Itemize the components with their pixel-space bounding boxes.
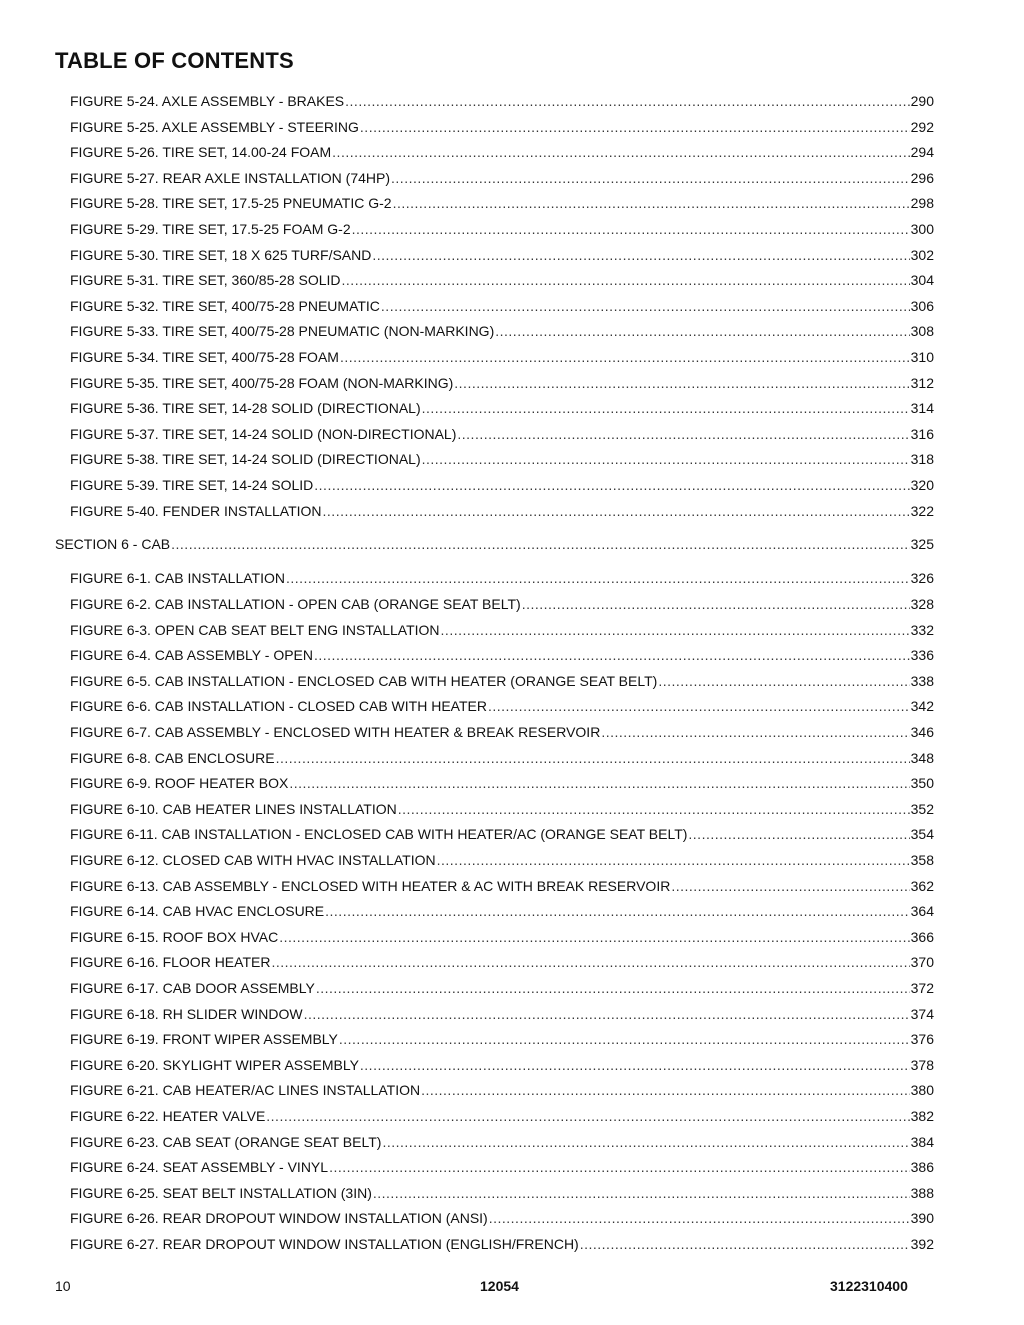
- toc-entry-page: 364: [910, 903, 934, 920]
- toc-entry[interactable]: [0, 720, 1024, 746]
- toc-entry-title: FIGURE 5-28. TIRE SET, 17.5-25 PNEUMATIC G-2: [70, 195, 392, 212]
- toc-entry-page: 376: [910, 1031, 934, 1048]
- toc-entry-page: 290: [910, 93, 934, 109]
- toc-entry-page: 308: [910, 323, 934, 340]
- toc-entry-title: FIGURE 5-36. TIRE SET, 14-28 SOLID (DIRECTIONAL): [70, 400, 421, 417]
- toc-entry-page: 346: [910, 724, 934, 741]
- dot-leader: [352, 217, 910, 243]
- dot-leader: [398, 797, 910, 823]
- toc-entry-page: 386: [910, 1159, 934, 1176]
- page-title: TABLE OF CONTENTS: [55, 48, 294, 73]
- toc-entry-title: FIGURE 5-27. REAR AXLE INSTALLATION (74HP): [70, 169, 391, 186]
- toc-entry-title: FIGURE 6-17. CAB DOOR ASSEMBLY: [70, 979, 315, 996]
- toc-entry[interactable]: [0, 1002, 1024, 1028]
- dot-leader: [382, 1130, 909, 1156]
- dot-leader: [316, 976, 910, 1002]
- toc-entry-page: 350: [910, 775, 934, 792]
- toc-entry[interactable]: [0, 89, 1024, 115]
- toc-entry-title: FIGURE 6-10. CAB HEATER LINES INSTALLATION: [70, 800, 397, 817]
- toc-entry-page: 380: [910, 1082, 934, 1099]
- dot-leader: [332, 140, 909, 166]
- toc-entry[interactable]: [0, 976, 1024, 1002]
- toc-entry[interactable]: [0, 797, 1024, 823]
- toc-entry[interactable]: [0, 345, 1024, 371]
- toc-entry-title: FIGURE 6-22. HEATER VALVE: [70, 1107, 266, 1124]
- toc-entry-page: 374: [910, 1005, 934, 1022]
- toc-entry-page: 300: [910, 220, 934, 237]
- toc-entry-page: 390: [910, 1210, 934, 1227]
- dot-leader: [342, 268, 910, 294]
- toc-section-entry[interactable]: [0, 532, 1024, 558]
- toc-entry-page: 352: [910, 800, 934, 817]
- toc-entry-page: 325: [910, 536, 934, 553]
- toc-entry-page: 358: [910, 852, 934, 868]
- toc-entry[interactable]: [0, 1232, 1024, 1258]
- toc-entry-title: FIGURE 6-18. RH SLIDER WINDOW: [70, 1005, 303, 1022]
- dot-leader: [279, 925, 909, 951]
- dot-leader: [422, 396, 910, 422]
- toc-entry[interactable]: [0, 1104, 1024, 1130]
- dot-leader: [373, 1181, 910, 1207]
- toc-entry-page: 298: [910, 195, 934, 212]
- toc-entry[interactable]: [0, 499, 1024, 525]
- toc-entry-title: FIGURE 5-37. TIRE SET, 14-24 SOLID (NON-DIRECTIONAL): [70, 425, 457, 442]
- toc-entry-page: 294: [910, 144, 934, 161]
- toc-entry-title: FIGURE 6-8. CAB ENCLOSURE: [70, 749, 275, 766]
- dot-leader: [391, 166, 910, 192]
- toc-entry[interactable]: [0, 771, 1024, 797]
- toc-entry-page: 382: [910, 1107, 934, 1124]
- toc-entry[interactable]: [0, 115, 1024, 141]
- toc-entry-title: FIGURE 6-25. SEAT BELT INSTALLATION (3IN): [70, 1184, 372, 1201]
- toc-entry-title: FIGURE 6-19. FRONT WIPER ASSEMBLY: [70, 1031, 338, 1048]
- toc-entry-page: 316: [910, 425, 934, 442]
- toc-entry-title: FIGURE 6-2. CAB INSTALLATION - OPEN CAB (ORANGE SEAT BELT): [70, 596, 521, 613]
- dot-leader: [658, 669, 909, 695]
- dot-leader: [345, 89, 909, 115]
- dot-leader: [304, 1002, 910, 1028]
- toc-entry-title: FIGURE 5-26. TIRE SET, 14.00-24 FOAM: [70, 144, 332, 161]
- toc-entry[interactable]: [0, 166, 1024, 192]
- dot-leader: [580, 1232, 910, 1258]
- toc-entry-page: 322: [910, 502, 934, 519]
- toc-entry-title: FIGURE 5-31. TIRE SET, 360/85-28 SOLID: [70, 272, 341, 289]
- toc-entry-page: 370: [910, 954, 934, 971]
- toc-entry[interactable]: [0, 1053, 1024, 1079]
- dot-leader: [325, 899, 910, 925]
- toc-entry[interactable]: [0, 746, 1024, 772]
- toc-entry-page: 318: [910, 451, 934, 468]
- footer-model-number: 12054: [480, 1278, 519, 1294]
- dot-leader: [381, 294, 910, 320]
- toc-entry-title: FIGURE 5-34. TIRE SET, 400/75-28 FOAM: [70, 348, 339, 365]
- footer-page-number: 10: [55, 1278, 71, 1294]
- toc-entry-page: 314: [910, 400, 934, 417]
- dot-leader: [372, 243, 909, 269]
- toc-entry-page: 292: [910, 118, 934, 135]
- toc-entry-page: 378: [910, 1056, 934, 1073]
- toc-entry[interactable]: [0, 848, 1024, 874]
- toc-entry[interactable]: [0, 925, 1024, 951]
- toc-entry-title: FIGURE 6-3. OPEN CAB SEAT BELT ENG INSTALLATION: [70, 621, 440, 638]
- toc-entry-page: 388: [910, 1184, 934, 1201]
- toc-entry-title: FIGURE 6-5. CAB INSTALLATION - ENCLOSED CAB WITH HEATER (ORANGE SEAT BELT): [70, 672, 658, 689]
- toc-entry-title: FIGURE 6-15. ROOF BOX HVAC: [70, 928, 279, 945]
- toc-entry[interactable]: [0, 643, 1024, 669]
- toc-entry[interactable]: [0, 618, 1024, 644]
- toc-entry-page: 302: [910, 246, 934, 263]
- toc-entry-title: FIGURE 5-39. TIRE SET, 14-24 SOLID: [70, 476, 314, 493]
- toc-entry-title: FIGURE 6-21. CAB HEATER/AC LINES INSTALLATION: [70, 1082, 421, 1099]
- toc-entry-title: FIGURE 6-24. SEAT ASSEMBLY - VINYL: [70, 1159, 329, 1176]
- dot-leader: [360, 115, 910, 141]
- toc-entry[interactable]: [0, 1130, 1024, 1156]
- toc-entry[interactable]: [0, 1078, 1024, 1104]
- toc-entry[interactable]: [0, 140, 1024, 166]
- dot-leader: [437, 848, 910, 874]
- toc-entry[interactable]: [0, 294, 1024, 320]
- toc-entry-page: 338: [910, 672, 934, 689]
- toc-entry-page: 366: [910, 928, 934, 945]
- toc-entry[interactable]: [0, 191, 1024, 217]
- toc-entry-title: FIGURE 5-33. TIRE SET, 400/75-28 PNEUMATIC (NON-MARKING): [70, 323, 495, 340]
- toc-entry[interactable]: [0, 268, 1024, 294]
- dot-leader: [314, 473, 909, 499]
- toc-entry-title: FIGURE 6-26. REAR DROPOUT WINDOW INSTALLATION (ANSI): [70, 1210, 488, 1227]
- toc-entry[interactable]: [0, 950, 1024, 976]
- footer-document-number: 3122310400: [830, 1278, 908, 1294]
- dot-leader: [314, 643, 910, 669]
- toc-entry-title: FIGURE 6-1. CAB INSTALLATION: [70, 570, 285, 587]
- dot-leader: [286, 566, 910, 592]
- toc-entry[interactable]: [0, 822, 1024, 848]
- toc-entry-page: 384: [910, 1133, 934, 1150]
- toc-entry-page: 296: [910, 169, 934, 186]
- toc-entry-title: FIGURE 6-4. CAB ASSEMBLY - OPEN: [70, 647, 313, 664]
- toc-entry-title: FIGURE 5-35. TIRE SET, 400/75-28 FOAM (NON-MARKING): [70, 374, 454, 391]
- toc-entry[interactable]: [0, 243, 1024, 269]
- toc-entry[interactable]: [0, 447, 1024, 473]
- dot-leader: [457, 422, 909, 448]
- toc-entry-title: FIGURE 5-29. TIRE SET, 17.5-25 FOAM G-2: [70, 220, 351, 237]
- dot-leader: [454, 371, 909, 397]
- toc-entry-title: FIGURE 5-32. TIRE SET, 400/75-28 PNEUMATIC: [70, 297, 380, 314]
- toc-entry-page: 342: [910, 698, 934, 715]
- toc-entry[interactable]: [0, 473, 1024, 499]
- toc-entry-page: 326: [910, 570, 934, 587]
- dot-leader: [393, 191, 910, 217]
- dot-leader: [360, 1053, 910, 1079]
- toc-entry-title: FIGURE 6-12. CLOSED CAB WITH HVAC INSTALLATION: [70, 852, 436, 868]
- toc-entry[interactable]: [0, 694, 1024, 720]
- toc-entry-page: 392: [910, 1235, 934, 1252]
- toc-entry[interactable]: [0, 1206, 1024, 1232]
- dot-leader: [289, 771, 909, 797]
- dot-leader: [323, 499, 910, 525]
- toc-entry-page: 328: [910, 596, 934, 613]
- dot-leader: [171, 532, 910, 558]
- toc-entry-title: FIGURE 6-11. CAB INSTALLATION - ENCLOSED CAB WITH HEATER/AC (ORANGE SEAT BELT): [70, 826, 688, 843]
- dot-leader: [522, 592, 910, 618]
- dot-leader: [339, 1027, 910, 1053]
- toc-entry-page: 320: [910, 476, 934, 493]
- dot-leader: [421, 1078, 910, 1104]
- dot-leader: [489, 1206, 910, 1232]
- toc-entry-page: 310: [910, 348, 934, 365]
- dot-leader: [329, 1155, 910, 1181]
- toc-entry[interactable]: [0, 422, 1024, 448]
- toc-entry-title: FIGURE 5-24. AXLE ASSEMBLY - BRAKES: [70, 93, 345, 109]
- toc-entry[interactable]: [0, 217, 1024, 243]
- toc-entry-title: FIGURE 5-30. TIRE SET, 18 X 625 TURF/SAND: [70, 246, 372, 263]
- toc-entry-page: 362: [910, 877, 934, 894]
- toc-entry-page: 336: [910, 647, 934, 664]
- toc-entry-title: FIGURE 6-14. CAB HVAC ENCLOSURE: [70, 903, 325, 920]
- toc-entry[interactable]: [0, 1155, 1024, 1181]
- toc-entry-page: 354: [910, 826, 934, 843]
- toc-entry[interactable]: [0, 1181, 1024, 1207]
- dot-leader: [671, 874, 909, 900]
- dot-leader: [688, 822, 909, 848]
- toc-entry-title: SECTION 6 - CAB: [55, 536, 171, 553]
- dot-leader: [495, 319, 909, 345]
- dot-leader: [271, 950, 909, 976]
- toc-entry-title: FIGURE 6-23. CAB SEAT (ORANGE SEAT BELT): [70, 1133, 382, 1150]
- toc-entry-title: FIGURE 5-38. TIRE SET, 14-24 SOLID (DIRECTIONAL): [70, 451, 421, 468]
- toc-entry[interactable]: [0, 566, 1024, 592]
- toc-entry[interactable]: [0, 371, 1024, 397]
- toc-entry-title: FIGURE 5-40. FENDER INSTALLATION: [70, 502, 322, 519]
- toc-entry-page: 312: [910, 374, 934, 391]
- toc-entry-title: FIGURE 6-27. REAR DROPOUT WINDOW INSTALLATION (ENGLISH/FRENCH): [70, 1235, 579, 1252]
- dot-leader: [276, 746, 910, 772]
- table-of-contents: [0, 89, 1024, 1258]
- toc-entry-page: 304: [910, 272, 934, 289]
- dot-leader: [266, 1104, 909, 1130]
- toc-entry-page: 306: [910, 297, 934, 314]
- dot-leader: [601, 720, 909, 746]
- toc-entry[interactable]: [0, 899, 1024, 925]
- dot-leader: [422, 447, 910, 473]
- toc-entry-title: FIGURE 6-20. SKYLIGHT WIPER ASSEMBLY: [70, 1056, 359, 1073]
- toc-entry-page: 372: [910, 979, 934, 996]
- toc-entry-page: 332: [910, 621, 934, 638]
- toc-entry[interactable]: [0, 874, 1024, 900]
- toc-entry-title: FIGURE 5-25. AXLE ASSEMBLY - STEERING: [70, 118, 359, 135]
- toc-entry[interactable]: [0, 669, 1024, 695]
- toc-entry[interactable]: [0, 1027, 1024, 1053]
- toc-entry-title: FIGURE 6-9. ROOF HEATER BOX: [70, 775, 289, 792]
- dot-leader: [441, 618, 910, 644]
- toc-entry[interactable]: [0, 396, 1024, 422]
- toc-entry[interactable]: [0, 592, 1024, 618]
- dot-leader: [340, 345, 910, 371]
- toc-entry-title: FIGURE 6-7. CAB ASSEMBLY - ENCLOSED WITH HEATER & BREAK RESERVOIR: [70, 724, 601, 741]
- toc-entry[interactable]: [0, 319, 1024, 345]
- toc-entry-title: FIGURE 6-13. CAB ASSEMBLY - ENCLOSED WITH HEATER & AC WITH BREAK RESERVOIR: [70, 877, 671, 894]
- dot-leader: [488, 694, 910, 720]
- toc-entry-page: 348: [910, 749, 934, 766]
- toc-entry-title: FIGURE 6-6. CAB INSTALLATION - CLOSED CAB WITH HEATER: [70, 698, 487, 715]
- toc-entry-title: FIGURE 6-16. FLOOR HEATER: [70, 954, 271, 971]
